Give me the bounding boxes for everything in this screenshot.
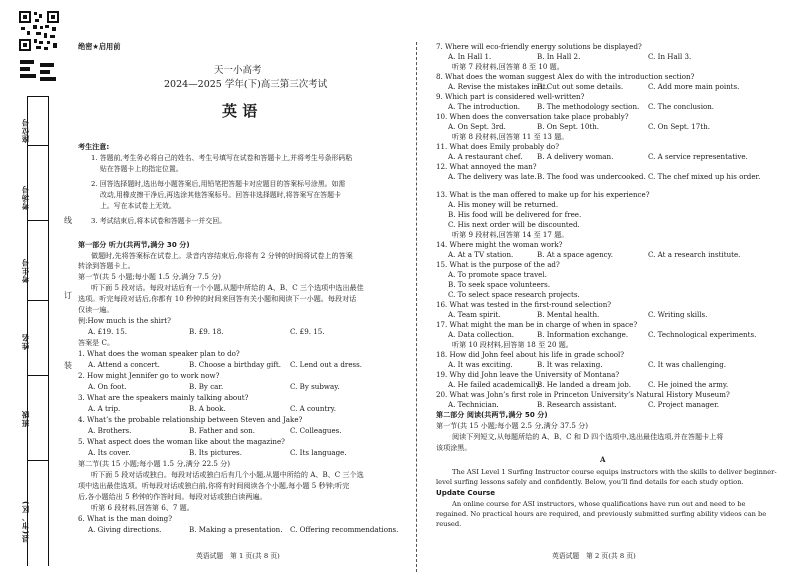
option-b: B. He landed a dream job. xyxy=(537,380,632,389)
passage-text: regained. No practical hours are required, and previously submitted surfing ability videos can be xyxy=(436,510,767,518)
option-a: A. It was exciting. xyxy=(448,360,513,369)
option-c: C. Project manager. xyxy=(648,400,719,409)
page-divider xyxy=(416,42,417,572)
option-c: C. The chef mixed up his order. xyxy=(648,172,761,181)
notice-item: 贴在答题卡上的指定位置。 xyxy=(100,165,183,173)
option-b: B. Information exchange. xyxy=(537,330,629,339)
passage-text: reused. xyxy=(436,520,462,528)
seat-no-label: 座位号 xyxy=(21,118,30,144)
option-c: C. A country. xyxy=(290,404,337,413)
option-a: A. A trip. xyxy=(88,404,121,413)
part2-intro: 该项涂黑。 xyxy=(436,443,472,452)
secret-label: 绝密★启用前 xyxy=(78,42,121,51)
option-b: B. By car. xyxy=(189,382,224,391)
question-text: 4. What’s the probable relationship between Steven and Jake? xyxy=(78,415,303,424)
option-a: A. Team spirit. xyxy=(448,310,501,319)
question-text: 9. Which part is considered well-written? xyxy=(436,92,585,101)
option-b: B. In Hall 2. xyxy=(537,52,581,61)
school-name: 天一小高考 xyxy=(214,65,262,76)
qr-code xyxy=(18,10,60,52)
subject-title: 英 语 xyxy=(222,102,258,120)
section1-intro: 仅读一遍。 xyxy=(78,305,114,314)
option-a: A. Its cover. xyxy=(88,448,131,457)
option-b: B. Research assistant. xyxy=(537,400,617,409)
material-note: 听第 6 段材料,回答第 6、7 题。 xyxy=(91,503,194,512)
notice-item: 3. 考试结束后,将本试卷和答题卡一并交回。 xyxy=(91,217,226,225)
option-a: A. On Sept. 3rd. xyxy=(448,122,506,131)
question-text: 18. How did John feel about his life in grade school? xyxy=(436,350,625,359)
option-a: A. Brothers. xyxy=(88,426,132,435)
part1-heading: 第一部分 听力(共两节,满分 30 分) xyxy=(78,240,190,249)
option-c: C. Technological experiments. xyxy=(648,330,757,339)
option-c: C. Its language. xyxy=(290,448,347,457)
example-option-b: B. £9. 18. xyxy=(189,327,224,336)
option-c: C. He joined the army. xyxy=(648,380,729,389)
option-c: C. In Hall 3. xyxy=(648,52,692,61)
question-text: 2. How might Jennifer go to work now? xyxy=(78,371,220,380)
question-text: 19. Why did John leave the University of Montana? xyxy=(436,370,620,379)
binding-mark-pack: 装 xyxy=(64,361,72,370)
page-footer-left: 英语试题 第 1 页(共 8 页) xyxy=(196,552,280,560)
option-b: B. To seek space volunteers. xyxy=(448,280,551,289)
option-c: C. It was challenging. xyxy=(648,360,727,369)
name-label: 姓名 xyxy=(21,333,30,350)
material-note: 听第 9 段材料,回答第 14 至 17 题。 xyxy=(452,230,569,239)
example-option-a: A. £19. 15. xyxy=(88,327,127,336)
notice-item: 上。写在本试卷上无效。 xyxy=(100,202,176,210)
option-b: B. Its pictures. xyxy=(189,448,242,457)
county-label: 县(市、区) xyxy=(21,500,30,543)
material-note: 听第 8 段材料,回答第 11 至 13 题。 xyxy=(452,132,569,141)
question-text: 11. What does Emily probably do? xyxy=(436,142,560,151)
class-label: 班级 xyxy=(21,410,30,427)
option-b: B. Cut out some details. xyxy=(537,82,624,91)
candidate-no-label: 考生号 xyxy=(21,258,30,284)
binding-line-right xyxy=(48,96,49,566)
section2-intro: 后,各小题给出 5 秒钟的作答时间。每段对话或独白读两遍。 xyxy=(78,492,267,501)
question-text: 3. What are the speakers mainly talking about? xyxy=(78,393,249,402)
option-a: A. A restaurant chef. xyxy=(448,152,523,161)
part2-section1-heading: 第一节(共 15 小题;每小题 2.5 分,满分 37.5 分) xyxy=(436,421,589,430)
question-text: 14. Where might the woman work? xyxy=(436,240,563,249)
option-b: B. A book. xyxy=(189,404,226,413)
option-a: A. His money will be returned. xyxy=(448,200,559,209)
option-b: B. A delivery woman. xyxy=(537,152,614,161)
binding-line-left xyxy=(27,96,28,566)
option-c: C. Writing skills. xyxy=(648,310,708,319)
option-b: B. The methodology section. xyxy=(537,102,640,111)
option-b: B. At a space agency. xyxy=(537,250,613,259)
option-b: B. Father and son. xyxy=(189,426,255,435)
material-note: 听第 10 段材料,回答第 18 至 20 题。 xyxy=(452,340,573,349)
section1-intro: 选项。听完每段对话后,你都有 10 秒钟的时间来回答有关小题和阅读下一小题。每段对话 xyxy=(78,294,357,303)
question-text: 10. When does the conversation take place probably? xyxy=(436,112,629,121)
question-text: 16. What was tested in the first-round selection? xyxy=(436,300,612,309)
passage-letter: A xyxy=(600,455,606,464)
material-note: 听第 7 段材料,回答第 8 至 10 题。 xyxy=(452,62,564,71)
option-c: C. By subway. xyxy=(290,382,340,391)
option-b: B. Mental health. xyxy=(537,310,600,319)
question-text: 20. What was John’s first role in Princeton University’s Natural History Museum? xyxy=(436,390,730,399)
question-text: 6. What is the man doing? xyxy=(78,514,173,523)
notice-item: 1. 答题前,考生务必将自己的姓名、考生号填写在试卷和答题卡上,并将考生号条形码粘 xyxy=(91,154,353,162)
question-text: 17. What might the man be in charge of when in space? xyxy=(436,320,638,329)
binding-mark-bind: 订 xyxy=(64,291,72,300)
option-c: C. To select space research projects. xyxy=(448,290,580,299)
option-c: C. At a research institute. xyxy=(648,250,741,259)
section1-intro: 听下面 5 段对话。每段对话后有一个小题,从题中所给的 A、B、C 三个选项中选出最佳 xyxy=(91,283,364,292)
question-text: 13. What is the man offered to make up for his experience? xyxy=(436,190,650,199)
section2-intro: 项中选出最佳选项。听每段对话或独白前,你将有时间阅读各个小题,每小题 5 秒钟;听完 xyxy=(78,481,350,490)
option-a: A. On foot. xyxy=(88,382,127,391)
example-question: 例:How much is the shirt? xyxy=(78,316,171,325)
part1-intro: 转涂到答题卡上。 xyxy=(78,261,135,270)
passage-text: An online course for ASI instructors, whose qualifications have run out and need to be xyxy=(452,500,746,508)
option-c: C. Offering recommendations. xyxy=(290,525,399,534)
option-c: C. On Sept. 17th. xyxy=(648,122,710,131)
question-text: 12. What annoyed the man? xyxy=(436,162,537,171)
option-b: B. His food will be delivered for free. xyxy=(448,210,582,219)
section1-heading: 第一节(共 5 小题;每小题 1.5 分,满分 7.5 分) xyxy=(78,272,222,281)
part1-intro: 做题时,先将答案标在试卷上。录音内容结束后,你将有 2 分钟的时间将试卷上的答案 xyxy=(91,251,353,260)
option-b: B. On Sept. 10th. xyxy=(537,122,600,131)
option-b: B. The food was undercooked. xyxy=(537,172,646,181)
option-c: C. A service representative. xyxy=(648,152,748,161)
option-a: A. In Hall 1. xyxy=(448,52,492,61)
option-c: C. Colleagues. xyxy=(290,426,342,435)
option-a: A. The introduction. xyxy=(448,102,521,111)
notice-item: 改动,用橡皮擦干净后,再选涂其他答案标号。回答非选择题时,将答案写在答题卡 xyxy=(100,191,341,199)
example-option-c: C. £9. 15. xyxy=(290,327,325,336)
part2-heading: 第二部分 阅读(共两节,满分 50 分) xyxy=(436,410,548,419)
option-a: A. The delivery was late. xyxy=(448,172,537,181)
passage-text: The ASI Level 1 Surfing Instructor course equips instructors with the skills to deliver beginner- xyxy=(452,468,777,476)
exam-room-label: 考场号 xyxy=(21,185,30,211)
binding-mark-line: 线 xyxy=(64,216,72,225)
option-b: B. Making a presentation. xyxy=(189,525,283,534)
section2-intro: 听下面 5 段对话或独白。每段对话或独白后有几个小题,从题中所给的 A、B、C 三个选 xyxy=(91,470,364,479)
option-c: C. The conclusion. xyxy=(648,102,715,111)
page-footer-right: 英语试题 第 2 页(共 8 页) xyxy=(552,552,636,560)
option-a: A. Revise the mistakes in it. xyxy=(448,82,548,91)
option-c: C. Add more main points. xyxy=(648,82,740,91)
option-a: A. He failed academically. xyxy=(448,380,541,389)
exam-title: 2024—2025 学年(下)高三第三次考试 xyxy=(164,79,328,90)
passage-text: level surfing lessons safely and confidently. Below, you’ll find details for each study option. xyxy=(436,478,744,486)
update-course-heading: Update Course xyxy=(436,488,496,497)
option-a: A. Data collection. xyxy=(448,330,515,339)
option-a: A. Giving directions. xyxy=(88,525,162,534)
option-c: C. Lend out a dress. xyxy=(290,360,363,369)
option-c: C. His next order will be discounted. xyxy=(448,220,580,229)
option-a: A. At a TV station. xyxy=(448,250,514,259)
notice-item: 2. 回答选择题时,选出每小题答案后,用铅笔把答题卡对应题目的答案标号涂黑。如需 xyxy=(91,180,346,188)
notice-heading: 考生注意: xyxy=(78,142,110,151)
question-text: 1. What does the woman speaker plan to do? xyxy=(78,349,240,358)
part2-intro: 阅读下列短文,从每题所给的 A、B、C 和 D 四个选项中,选出最佳选项,并在答题卡上将 xyxy=(452,432,724,441)
section2-heading: 第二节(共 15 小题;每小题 1.5 分,满分 22.5 分) xyxy=(78,459,231,468)
question-text: 5. What aspect does the woman like about the magazine? xyxy=(78,437,285,446)
question-text: 7. Where will eco-friendly energy solutions be displayed? xyxy=(436,42,642,51)
question-text: 15. What is the purpose of the ad? xyxy=(436,260,560,269)
example-answer: 答案是 C。 xyxy=(78,338,115,347)
option-a: A. Attend a concert. xyxy=(88,360,160,369)
option-b: B. It was relaxing. xyxy=(537,360,603,369)
option-a: A. To promote space travel. xyxy=(448,270,547,279)
question-text: 8. What does the woman suggest Alex do with the introduction section? xyxy=(436,72,695,81)
option-b: B. Choose a birthday gift. xyxy=(189,360,282,369)
barcode-marks xyxy=(18,58,60,84)
option-a: A. Technician. xyxy=(448,400,499,409)
